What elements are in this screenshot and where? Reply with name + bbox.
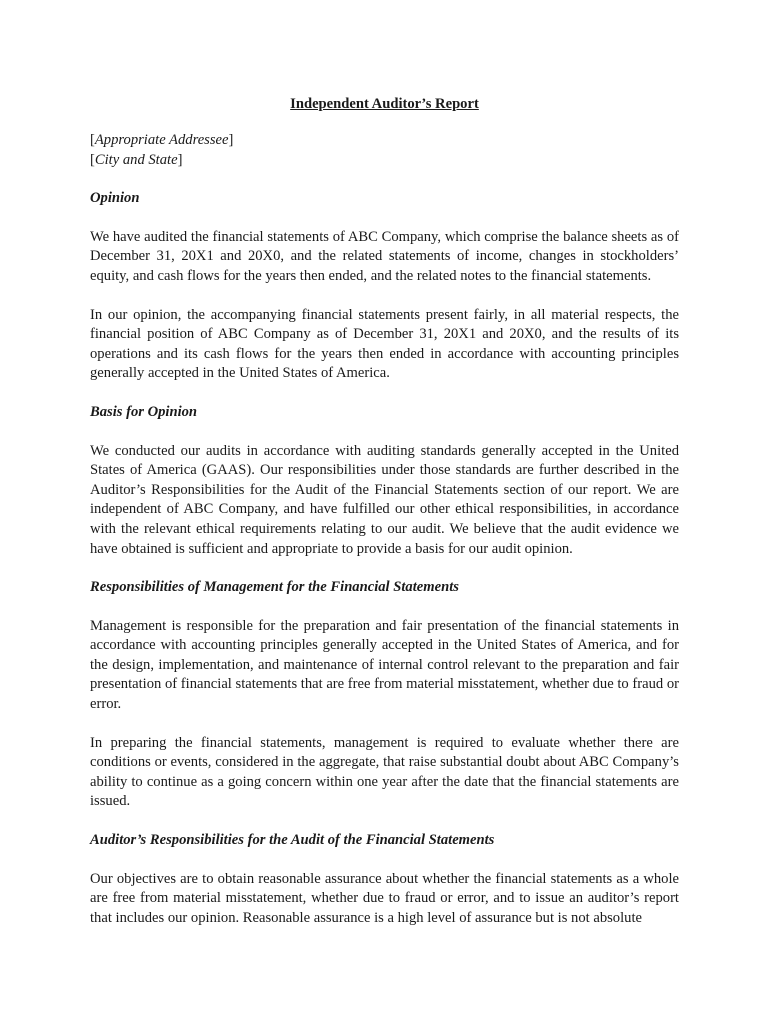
management-heading: Responsibilities of Management for the Financial Statements bbox=[90, 579, 459, 596]
addressee-line: [Appropriate Addressee] bbox=[90, 132, 234, 148]
opinion-paragraph-2: In our opinion, the accompanying financial statements present fairly, in all material respects, the financial position of ABC Company as of December 31, 20X1 and 20X0, and the results of its operations and its cash flows for the years then ended in accordance with accounting principles generally accepted in the United States of America. bbox=[90, 306, 679, 382]
addressee-placeholder: Appropriate Addressee bbox=[94, 132, 229, 148]
city-state-placeholder: City and State bbox=[94, 151, 178, 168]
management-paragraph-2: In preparing the financial statements, management is required to evaluate whether there are conditions or events, considered in the aggregate, that raise substantial doubt about ABC Company’s ability to continue as a going concern within one year after the date that the financial statements are issued. bbox=[90, 734, 679, 810]
city-state-line: [City and State] bbox=[90, 151, 183, 168]
document-title: Independent Auditor’s Report bbox=[290, 96, 479, 112]
auditor-heading: Auditor’s Responsibilities for the Audit of the Financial Statements bbox=[90, 832, 495, 849]
management-paragraph-1: Management is responsible for the preparation and fair presentation of the financial statements in accordance with accounting principles generally accepted in the United States of America, and for the design, implementation, and maintenance of internal control relevant to the preparation and fair presentation of financial statements that are free from material misstatement, whether due to fraud or error. bbox=[90, 617, 679, 713]
basis-paragraph: We conducted our audits in accordance with auditing standards generally accepted in the United States of America (GAAS). Our responsibilities under those standards are further described in the Auditor’s Responsibilities for the Audit of the Financial Statements section of our report. We are independent of ABC Company, and have fulfilled our other ethical responsibilities, in accordance with the relevant ethical requirements relating to our audit. We believe that the audit evidence we have obtained is sufficient and appropriate to provide a basis for our audit opinion. bbox=[90, 442, 679, 557]
opinion-paragraph-1: We have audited the financial statements of ABC Company, which comprise the balance sheets as of December 31, 20X1 and 20X0, and the related statements of income, changes in stockholders’ equity, and cash flows for the years then ended, and the related notes to the financial statements. bbox=[90, 228, 679, 284]
opinion-heading: Opinion bbox=[90, 190, 140, 207]
basis-heading: Basis for Opinion bbox=[90, 403, 198, 420]
auditor-paragraph: Our objectives are to obtain reasonable assurance about whether the financial statements as a whole are free from material misstatement, whether due to fraud or error, and to issue an auditor’s report that includes our opinion. Reasonable assurance is a high level of assurance but is not absolute bbox=[90, 870, 679, 926]
